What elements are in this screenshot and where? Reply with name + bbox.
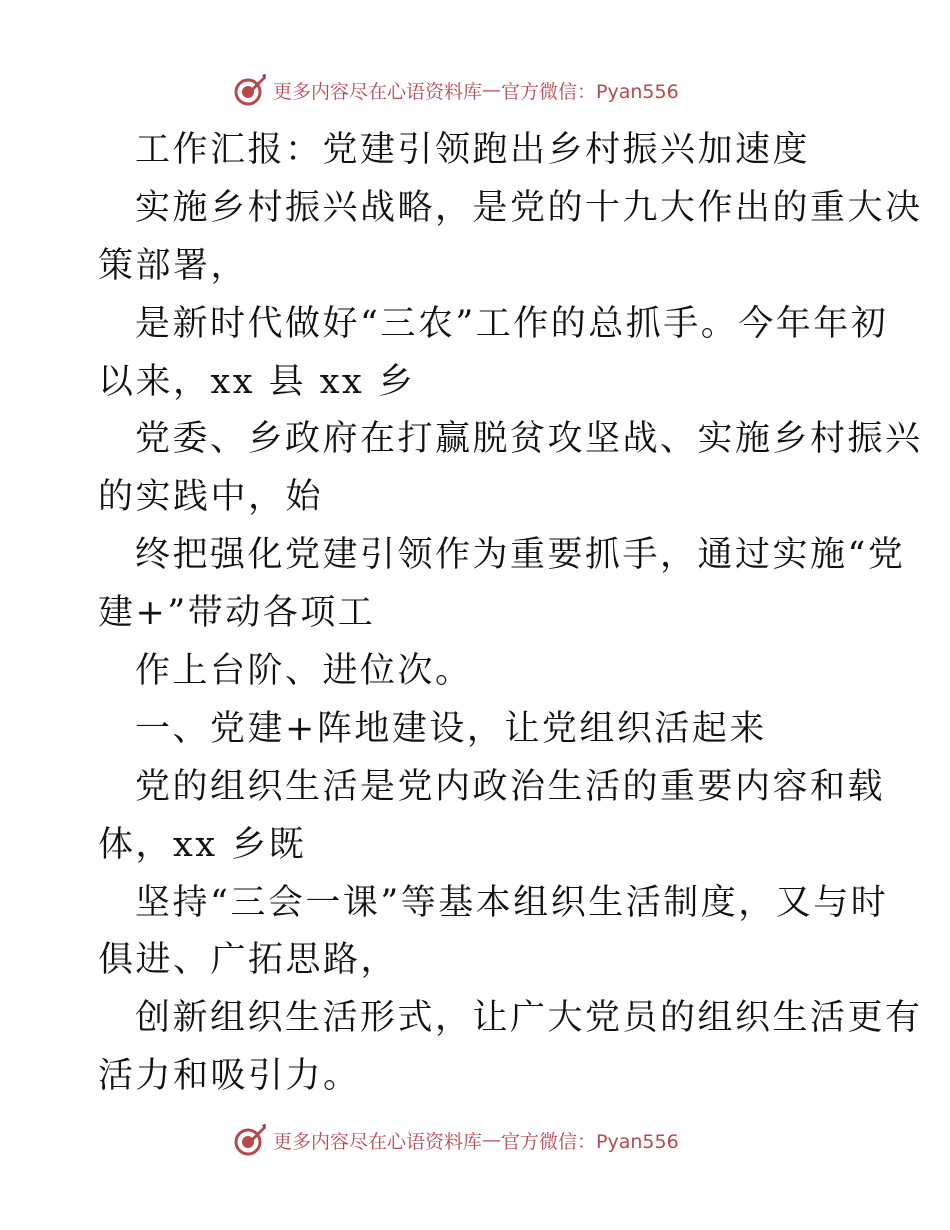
text-line: 终把强化党建引领作为重要抓手，通过实施“党 [135,535,906,576]
text-line: 以来，xx 县 xx 乡 [98,361,416,402]
text-line: 党的组织生活是党内政治生活的重要内容和载 [135,766,886,807]
text-line: 体，xx 乡既 [98,824,307,865]
text-line: 坚持“三会一课”等基本组织生活制度，又与时 [135,882,889,923]
text-line: 的实践中，始 [98,477,324,518]
text-line: 一、党建+阵地建设，让党组织活起来 [135,708,767,749]
text-line: 活力和吸引力。 [98,1056,361,1097]
watermark-contact: 官方微信：Pyan556 [501,80,679,103]
text-line: 实施乡村振兴战略，是党的十九大作出的重大决 [135,187,923,228]
text-line: 党委、乡政府在打赢脱贫攻坚战、实施乡村振兴 [135,419,923,460]
quill-pen-circle-logo [233,1123,267,1157]
watermark-text: 更多内容尽在心语资料库 [273,80,483,103]
text-line: 创新组织生活形式，让广大党员的组织生活更有 [135,998,923,1039]
quill-pen-circle-logo [233,73,267,107]
footer-watermark [233,1122,679,1158]
watermark-contact: 官方微信：Pyan556 [501,1130,679,1153]
text-line: 是新时代做好“三农”工作的总抓手。今年年初 [135,303,889,344]
text-line: 策部署， [98,245,249,286]
watermark-dash: — [482,79,502,101]
header-watermark [233,72,679,108]
document-body [98,122,923,1106]
watermark-text: 更多内容尽在心语资料库 [273,1130,483,1153]
text-line: 作上台阶、进位次。 [135,651,473,692]
watermark-dash: — [482,1129,502,1151]
text-line: 俱进、广拓思路， [98,940,399,981]
text-line: 工作汇报：党建引领跑出乡村振兴加速度 [135,130,811,170]
text-line: 建+”带动各项工 [98,593,376,634]
